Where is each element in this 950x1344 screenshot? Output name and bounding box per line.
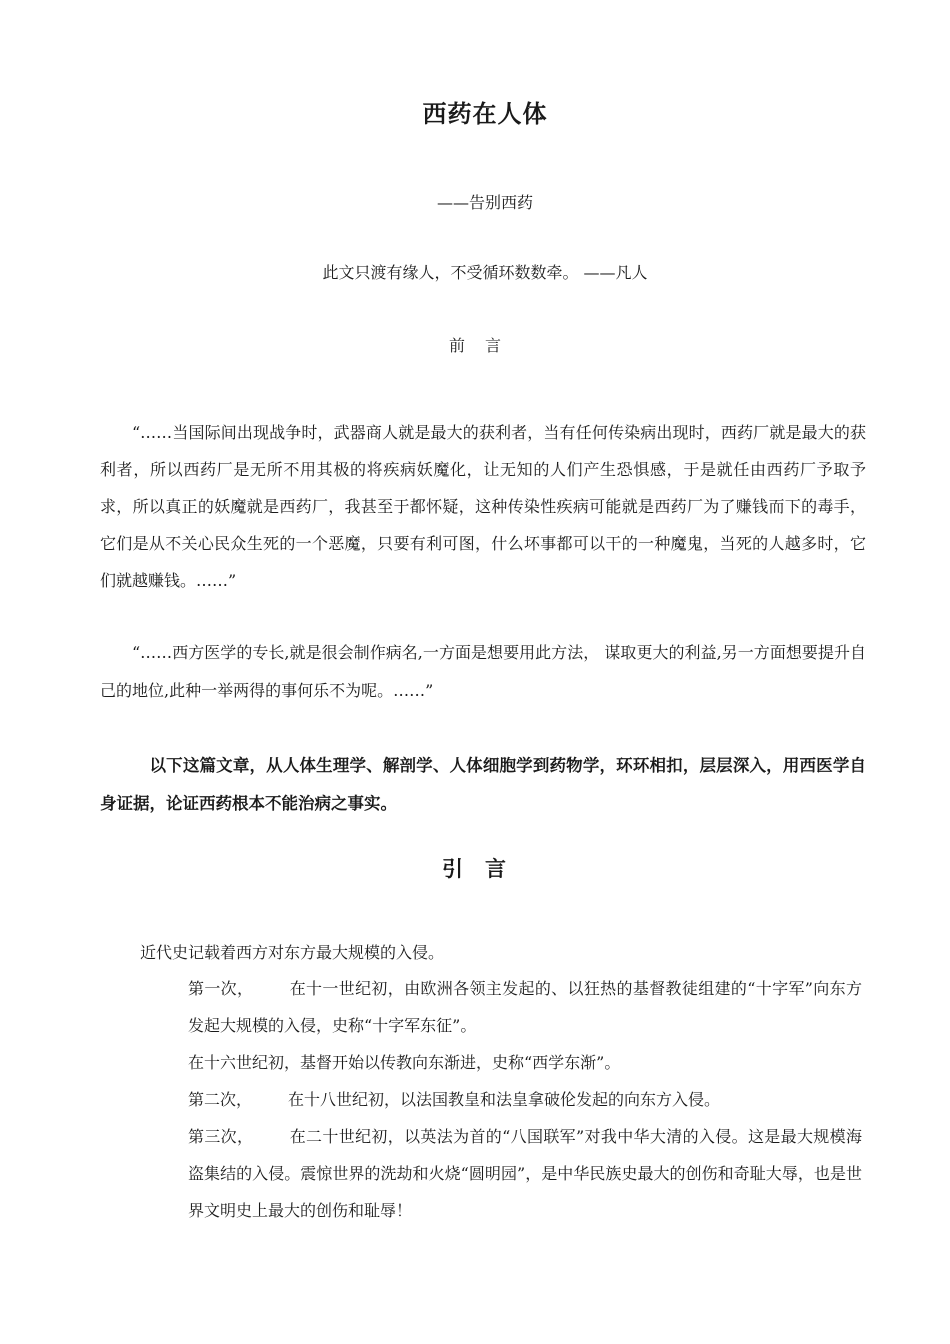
history-item (188, 1081, 862, 1118)
intro-heading: 引言 (442, 856, 528, 881)
document-title: 西药在人体 (422, 99, 548, 128)
history-item-label: 第三次， (188, 1127, 254, 1146)
preface-heading: 前言 (448, 336, 521, 355)
history-list (188, 970, 862, 1229)
document-motto: 此文只渡有缘人，不受循环数数牵。 ——凡人 (322, 263, 648, 282)
history-item-label: 第二次， (188, 1090, 253, 1109)
history-item-text: 在十六世纪初，基督开始以传教向东渐进，史称“西学东渐”。 (188, 1053, 621, 1072)
preface-quote-1: “……当国际间出现战争时，武器商人就是最大的获利者，当有任何传染病出现时，西药厂就是最大的获利者，所以西药厂是无所不用其极的将疾病妖魔化，让无知的人们产生恐惧感，于是就任由西药厂予取予求，所以真正的妖魔就是西药厂，我甚至于都怀疑，这种传染性疾病可能就是西药厂为了赚钱而下的毒手，它们是从不关心民众生死的一个恶魔，只要有利可图，什么坏事都可以干的一种魔鬼，当死的人越多时，它们就越赚钱。……” (100, 423, 866, 590)
history-item (188, 970, 862, 1044)
history-item (188, 1044, 862, 1081)
summary-paragraph: 以下这篇文章，从人体生理学、解剖学、人体细胞学到药物学，环环相扣，层层深入，用西医学自身证据，论证西药根本不能治病之事实。 (100, 755, 866, 813)
document-subtitle: ——告别西药 (436, 193, 533, 212)
history-item-text: 在十一世纪初，由欧洲各领主发起的、以狂热的基督教徒组建的“十字军”向东方发起大规模的入侵，史称“十字军东征”。 (188, 979, 862, 1035)
history-item-label: 第一次， (188, 979, 254, 998)
history-item-text: 在十八世纪初，以法国教皇和法皇拿破伦发起的向东方入侵。 (288, 1090, 721, 1109)
preface-quote-2: “……西方医学的专长,就是很会制作病名,一方面是想要用此方法， 谋取更大的利益,另一方面想要提升自己的地位,此种一举两得的事何乐不为呢。……” (100, 643, 866, 700)
history-item-text: 在二十世纪初，以英法为首的“八国联军”对我中华大清的入侵。这是最大规模海盗集结的入侵。震惊世界的洗劫和火烧“圆明园”，是中华民族史最大的创伤和奇耻大辱，也是世界文明史上最大的创伤和耻辱！ (188, 1127, 862, 1220)
history-item (188, 1118, 862, 1229)
history-lead: 近代史记载着西方对东方最大规模的入侵。 (140, 943, 445, 962)
